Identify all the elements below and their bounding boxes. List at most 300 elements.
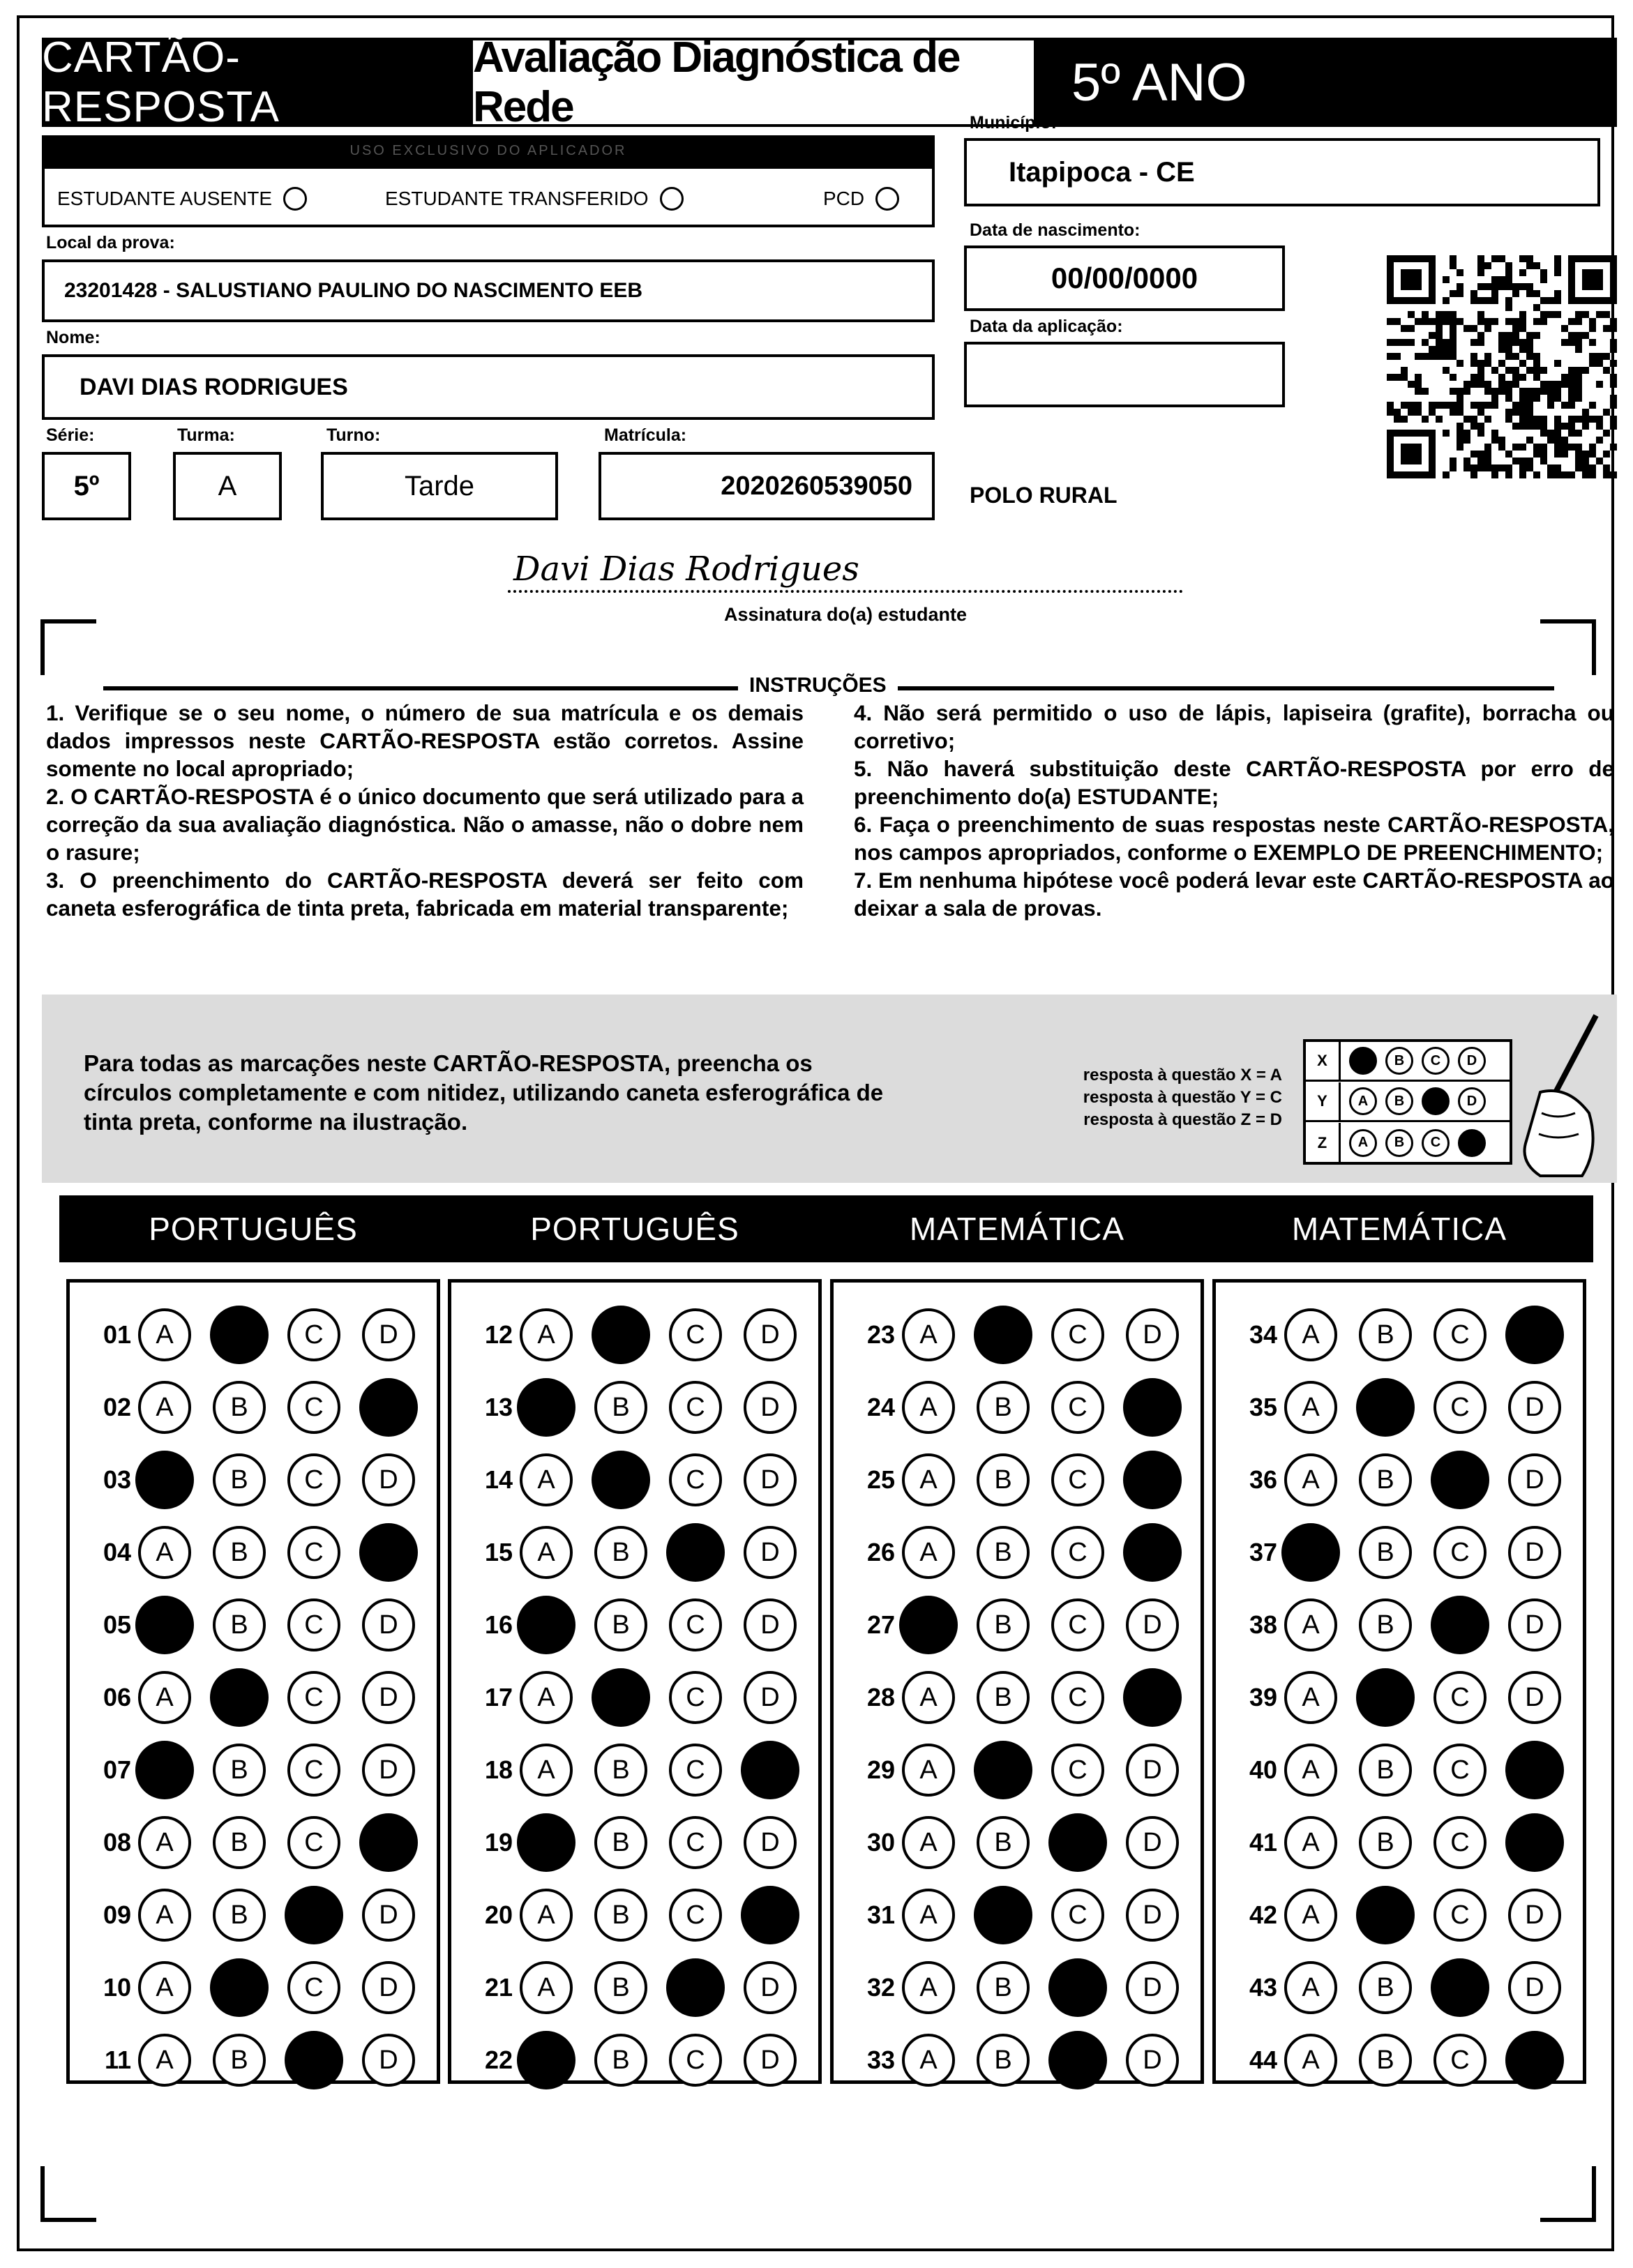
bubble-b[interactable]: B — [213, 1889, 266, 1942]
aplicacao-label: Data da aplicação: — [970, 317, 1123, 336]
question-number: 26 — [866, 1538, 895, 1566]
bubble-b[interactable]: B — [594, 1816, 647, 1869]
bubble-a[interactable]: A — [902, 1453, 955, 1506]
turno-field — [321, 452, 558, 520]
bubble-a[interactable]: A — [1284, 1308, 1337, 1361]
turma-label: Turma: — [177, 425, 235, 445]
bubble-d[interactable]: D — [1126, 1816, 1179, 1869]
bubble-a[interactable]: A — [1284, 1598, 1337, 1651]
bubble-a[interactable]: A — [138, 1526, 191, 1579]
bubble-a[interactable]: A — [520, 1671, 573, 1724]
bubble-a[interactable] — [899, 1596, 958, 1654]
bubble-d[interactable] — [359, 1523, 418, 1582]
serie-field — [42, 452, 131, 520]
bubble-b[interactable]: B — [594, 1526, 647, 1579]
bubble-d[interactable]: D — [362, 1889, 415, 1942]
question-number: 31 — [866, 1900, 895, 1929]
bubble-c[interactable] — [1048, 1958, 1107, 2017]
bubble-b[interactable]: B — [213, 1381, 266, 1434]
question-number: 06 — [103, 1683, 131, 1711]
question-row — [834, 1739, 1201, 1801]
bubble-a[interactable]: A — [520, 1961, 573, 2014]
bubble-c[interactable] — [666, 1523, 725, 1582]
bubble-c[interactable]: C — [1051, 1598, 1104, 1651]
bubble-d[interactable]: D — [744, 1381, 797, 1434]
bubble-a[interactable]: A — [1284, 1961, 1337, 2014]
bubble-b[interactable]: B — [213, 1526, 266, 1579]
bubble-c[interactable]: C — [1433, 1816, 1487, 1869]
bubble-c[interactable]: C — [1433, 1526, 1487, 1579]
bubble-d[interactable]: D — [1508, 1453, 1561, 1506]
question-row — [1216, 1884, 1583, 1946]
bubble-d[interactable]: D — [1508, 1526, 1561, 1579]
bubble-d[interactable]: D — [1508, 1381, 1561, 1434]
example-key: Z — [1306, 1123, 1341, 1163]
example-bubble-d — [1458, 1129, 1486, 1157]
question-number: 34 — [1249, 1320, 1277, 1349]
example-bubble-b: B — [1385, 1087, 1413, 1115]
question-number: 33 — [866, 2046, 895, 2074]
question-row — [451, 1521, 818, 1584]
bubble-a[interactable] — [135, 1741, 194, 1799]
question-row — [834, 1884, 1201, 1946]
example-bubble-d: D — [1458, 1047, 1486, 1075]
question-number: 02 — [103, 1393, 131, 1421]
question-number: 15 — [484, 1538, 513, 1566]
bubble-c[interactable]: C — [287, 1598, 340, 1651]
bubble-d[interactable]: D — [1126, 1961, 1179, 2014]
exam-title: Avaliação Diagnóstica de Rede — [470, 38, 1037, 127]
bubble-b[interactable]: B — [213, 1816, 266, 1869]
bubble-b[interactable]: B — [1359, 1816, 1412, 1869]
bubble-a[interactable]: A — [1284, 1744, 1337, 1797]
transferred-circle[interactable] — [660, 187, 684, 211]
bubble-d[interactable] — [359, 1813, 418, 1872]
bubble-c[interactable]: C — [1433, 1671, 1487, 1724]
question-row — [451, 1739, 818, 1801]
question-row — [70, 1956, 437, 2019]
bubble-c[interactable]: C — [669, 1453, 722, 1506]
turma-value: A — [218, 470, 237, 501]
question-number: 32 — [866, 1973, 895, 2002]
bubble-d[interactable]: D — [362, 2034, 415, 2087]
bubble-c[interactable]: C — [1433, 1889, 1487, 1942]
bubble-b[interactable]: B — [977, 1816, 1030, 1869]
bubble-d[interactable]: D — [362, 1308, 415, 1361]
bubble-a[interactable]: A — [520, 1526, 573, 1579]
bubble-d[interactable]: D — [362, 1671, 415, 1724]
bubble-b[interactable]: B — [594, 1381, 647, 1434]
question-number: 19 — [484, 1828, 513, 1857]
bubble-c[interactable]: C — [287, 1308, 340, 1361]
bubble-b[interactable]: B — [1359, 1961, 1412, 2014]
bubble-d[interactable]: D — [744, 1961, 797, 2014]
bubble-b[interactable] — [1356, 1886, 1415, 1944]
bubble-a[interactable]: A — [902, 1961, 955, 2014]
bubble-d[interactable]: D — [1126, 1744, 1179, 1797]
bubble-a[interactable] — [517, 2031, 575, 2089]
bubble-c[interactable] — [1431, 1451, 1489, 1509]
question-row — [834, 1811, 1201, 1874]
bubble-b[interactable]: B — [213, 2034, 266, 2087]
bubble-d[interactable]: D — [1508, 1889, 1561, 1942]
absent-circle[interactable] — [283, 187, 307, 211]
bubble-b[interactable]: B — [213, 1744, 266, 1797]
bubble-c[interactable]: C — [287, 1526, 340, 1579]
question-row — [1216, 1666, 1583, 1729]
question-row — [1216, 1303, 1583, 1366]
question-number: 03 — [103, 1465, 131, 1494]
bubble-b[interactable] — [210, 1306, 269, 1364]
bubble-a[interactable]: A — [1284, 1671, 1337, 1724]
question-number: 25 — [866, 1465, 895, 1494]
applicator-bar: USO EXCLUSIVO DO APLICADOR — [42, 135, 935, 166]
bubble-a[interactable]: A — [520, 1744, 573, 1797]
aplicacao-field[interactable] — [964, 342, 1285, 407]
bubble-c[interactable]: C — [669, 1308, 722, 1361]
bubble-a[interactable]: A — [902, 2034, 955, 2087]
bubble-c[interactable]: C — [669, 1381, 722, 1434]
bubble-a[interactable]: A — [902, 1381, 955, 1434]
corner-mark-top-right — [1540, 619, 1596, 675]
bubble-a[interactable]: A — [902, 1889, 955, 1942]
bubble-c[interactable] — [1048, 1813, 1107, 1872]
subject-header: PORTUGUÊS — [59, 1195, 447, 1262]
instructions-left — [46, 699, 804, 922]
nascimento-field — [964, 245, 1285, 311]
bubble-b[interactable]: B — [977, 1526, 1030, 1579]
bubble-b[interactable]: B — [1359, 1744, 1412, 1797]
bubble-a[interactable]: A — [902, 1526, 955, 1579]
bubble-c[interactable] — [1431, 1958, 1489, 2017]
question-row — [1216, 1811, 1583, 1874]
bubble-a[interactable] — [135, 1451, 194, 1509]
municipio-field — [964, 138, 1600, 206]
bubble-c[interactable]: C — [1051, 1381, 1104, 1434]
bubble-c[interactable]: C — [287, 1671, 340, 1724]
bubble-d[interactable]: D — [1508, 1671, 1561, 1724]
question-number: 05 — [103, 1610, 131, 1639]
bubble-a[interactable]: A — [138, 1889, 191, 1942]
bubble-a[interactable]: A — [520, 1889, 573, 1942]
question-row — [451, 1376, 818, 1439]
bubble-c[interactable]: C — [287, 1961, 340, 2014]
question-row — [1216, 1956, 1583, 2019]
turma-field — [173, 452, 282, 520]
card-title: CARTÃO-RESPOSTA — [42, 38, 470, 127]
matricula-label: Matrícula: — [604, 425, 687, 445]
question-row — [451, 1956, 818, 2019]
bubble-b[interactable]: B — [977, 1671, 1030, 1724]
bubble-d[interactable]: D — [744, 1598, 797, 1651]
absent-label: ESTUDANTE AUSENTE — [57, 188, 273, 209]
bubble-d[interactable]: D — [744, 1308, 797, 1361]
question-row — [834, 1376, 1201, 1439]
bubble-c[interactable]: C — [1433, 1381, 1487, 1434]
bubble-a[interactable]: A — [138, 1381, 191, 1434]
bubble-c[interactable]: C — [669, 1598, 722, 1651]
question-row — [451, 1666, 818, 1729]
pcd-circle[interactable] — [875, 187, 899, 211]
question-number: 27 — [866, 1610, 895, 1639]
question-row — [70, 1739, 437, 1801]
question-number: 36 — [1249, 1465, 1277, 1494]
subject-header: MATEMÁTICA — [1205, 1195, 1593, 1262]
instruction-4: 4. Não será permitido o uso de lápis, lapiseira (grafite), borracha ou corretivo; — [854, 700, 1614, 753]
bubble-b[interactable]: B — [1359, 2034, 1412, 2087]
bubble-a[interactable]: A — [902, 1308, 955, 1361]
bubble-b[interactable]: B — [1359, 1526, 1412, 1579]
bubble-b[interactable]: B — [594, 1889, 647, 1942]
bubble-b[interactable]: B — [977, 1961, 1030, 2014]
bubble-d[interactable] — [1505, 1306, 1564, 1364]
bubble-b[interactable]: B — [594, 2034, 647, 2087]
pcd-option[interactable] — [823, 187, 899, 211]
bubble-d[interactable]: D — [744, 1526, 797, 1579]
status-box — [42, 166, 935, 227]
bubble-c[interactable]: C — [1051, 1308, 1104, 1361]
turno-value: Tarde — [404, 470, 475, 501]
question-row — [1216, 1594, 1583, 1656]
bubble-c[interactable] — [1048, 2031, 1107, 2089]
bubble-c[interactable]: C — [669, 1889, 722, 1942]
question-number: 35 — [1249, 1393, 1277, 1421]
question-row — [1216, 1449, 1583, 1511]
bubble-a[interactable] — [135, 1596, 194, 1654]
question-row — [1216, 2029, 1583, 2092]
bubble-d[interactable] — [359, 1378, 418, 1437]
instruction-3: 3. O preenchimento do CARTÃO-RESPOSTA deverá ser feito com caneta esferográfica de tinta preta, fabricada em material transparente; — [46, 868, 804, 921]
bubble-c[interactable]: C — [669, 2034, 722, 2087]
bubble-b[interactable]: B — [213, 1598, 266, 1651]
bubble-d[interactable] — [1505, 1741, 1564, 1799]
bubble-a[interactable]: A — [138, 1671, 191, 1724]
bubble-d[interactable] — [1505, 2031, 1564, 2089]
instruction-1: 1. Verifique se o seu nome, o número de sua matrícula e os demais dados impressos neste CARTÃO-RESPOSTA estão corretos. Assine somente no local apropriado; — [46, 700, 804, 781]
bubble-c[interactable] — [666, 1958, 725, 2017]
bubble-d[interactable]: D — [1508, 1598, 1561, 1651]
bubble-c[interactable]: C — [287, 1381, 340, 1434]
bubble-a[interactable]: A — [902, 1816, 955, 1869]
bubble-c[interactable]: C — [669, 1816, 722, 1869]
answer-sheet — [17, 15, 1614, 2251]
question-row — [451, 1303, 818, 1366]
bubble-b[interactable] — [210, 1668, 269, 1727]
bubble-b[interactable]: B — [594, 1961, 647, 2014]
bubble-d[interactable] — [1123, 1523, 1182, 1582]
answer-column — [1212, 1279, 1586, 2084]
bubble-b[interactable] — [592, 1306, 650, 1364]
bubble-b[interactable] — [592, 1451, 650, 1509]
bubble-c[interactable]: C — [669, 1671, 722, 1724]
bubble-d[interactable] — [741, 1886, 799, 1944]
bubble-a[interactable]: A — [1284, 1453, 1337, 1506]
bubble-b[interactable] — [974, 1886, 1032, 1944]
bubble-b[interactable] — [210, 1958, 269, 2017]
example-bubble-a: A — [1349, 1129, 1377, 1157]
bubble-c[interactable]: C — [287, 1816, 340, 1869]
question-row — [834, 1521, 1201, 1584]
question-row — [834, 1666, 1201, 1729]
question-number: 39 — [1249, 1683, 1277, 1711]
question-number: 44 — [1249, 2046, 1277, 2074]
matricula-value: 2020260539050 — [721, 471, 912, 501]
bubble-a[interactable]: A — [902, 1671, 955, 1724]
example-bubble-a: A — [1349, 1087, 1377, 1115]
bubble-a[interactable]: A — [138, 1961, 191, 2014]
bubble-b[interactable]: B — [1359, 1308, 1412, 1361]
bubble-a[interactable]: A — [1284, 1816, 1337, 1869]
bubble-c[interactable]: C — [1051, 1889, 1104, 1942]
question-row — [70, 1303, 437, 1366]
bubble-d[interactable] — [1123, 1378, 1182, 1437]
question-number: 23 — [866, 1320, 895, 1349]
question-number: 18 — [484, 1755, 513, 1784]
question-number: 04 — [103, 1538, 131, 1566]
bubble-d[interactable]: D — [1126, 1308, 1179, 1361]
bubble-c[interactable]: C — [1051, 1671, 1104, 1724]
polo-label: POLO RURAL — [970, 483, 1117, 508]
bubble-b[interactable] — [974, 1306, 1032, 1364]
transferred-label: ESTUDANTE TRANSFERIDO — [385, 188, 649, 209]
question-row — [70, 1884, 437, 1946]
bubble-b[interactable]: B — [1359, 1453, 1412, 1506]
bubble-d[interactable]: D — [1126, 1889, 1179, 1942]
instructions-title: INSTRUÇÕES — [738, 674, 898, 697]
bubble-c[interactable]: C — [1433, 1308, 1487, 1361]
example-legend — [1045, 1064, 1282, 1131]
qr-code-icon — [1387, 255, 1617, 478]
signature-caption: Assinatura do(a) estudante — [724, 604, 968, 625]
example-bubble-b: B — [1385, 1047, 1413, 1075]
question-row — [70, 1811, 437, 1874]
bubble-c[interactable]: C — [287, 1453, 340, 1506]
question-number: 37 — [1249, 1538, 1277, 1566]
hand-pen-icon — [1498, 1008, 1603, 1183]
example-row — [1306, 1082, 1510, 1122]
bubble-c[interactable]: C — [1051, 1744, 1104, 1797]
bubble-a[interactable] — [517, 1813, 575, 1872]
bubble-b[interactable]: B — [977, 1381, 1030, 1434]
bubble-a[interactable]: A — [520, 1308, 573, 1361]
bubble-a[interactable]: A — [902, 1744, 955, 1797]
example-bubble-a — [1349, 1047, 1377, 1075]
nascimento-label: Data de nascimento: — [970, 220, 1141, 240]
question-row — [451, 1884, 818, 1946]
bubble-b[interactable] — [592, 1668, 650, 1727]
bubble-a[interactable]: A — [1284, 1381, 1337, 1434]
question-number: 41 — [1249, 1828, 1277, 1857]
question-number: 12 — [484, 1320, 513, 1349]
pcd-label: PCD — [823, 188, 865, 209]
bubble-d[interactable]: D — [362, 1961, 415, 2014]
bubble-a[interactable]: A — [1284, 1889, 1337, 1942]
question-number: 17 — [484, 1683, 513, 1711]
bubble-c[interactable] — [1431, 1596, 1489, 1654]
bubble-a[interactable] — [517, 1378, 575, 1437]
bubble-c[interactable]: C — [1433, 2034, 1487, 2087]
bubble-d[interactable]: D — [744, 2034, 797, 2087]
bubble-c[interactable]: C — [1051, 1453, 1104, 1506]
example-bubble-d: D — [1458, 1087, 1486, 1115]
bubble-c[interactable]: C — [1433, 1744, 1487, 1797]
bubble-b[interactable]: B — [977, 2034, 1030, 2087]
turno-label: Turno: — [326, 425, 381, 445]
answer-column — [830, 1279, 1204, 2084]
absent-option[interactable] — [57, 187, 307, 211]
bubble-c[interactable] — [285, 2031, 343, 2089]
question-row — [834, 2029, 1201, 2092]
bubble-b[interactable] — [1356, 1668, 1415, 1727]
bubble-b[interactable]: B — [594, 1744, 647, 1797]
question-number: 24 — [866, 1393, 895, 1421]
bubble-c[interactable]: C — [1051, 1526, 1104, 1579]
question-row — [1216, 1521, 1583, 1584]
bubble-d[interactable]: D — [744, 1671, 797, 1724]
bubble-d[interactable] — [741, 1741, 799, 1799]
bubble-d[interactable]: D — [1126, 1598, 1179, 1651]
question-number: 08 — [103, 1828, 131, 1857]
instruction-5: 5. Não haverá substituição deste CARTÃO-RESPOSTA por erro de preenchimento do(a) ESTUDANTE; — [854, 756, 1614, 809]
bubble-a[interactable]: A — [138, 1816, 191, 1869]
bubble-c[interactable] — [285, 1886, 343, 1944]
bubble-a[interactable]: A — [520, 1453, 573, 1506]
example-bubble-c: C — [1422, 1047, 1450, 1075]
question-number: 21 — [484, 1973, 513, 2002]
bubble-b[interactable]: B — [977, 1453, 1030, 1506]
bubble-b[interactable] — [1356, 1378, 1415, 1437]
local-value: 23201428 - SALUSTIANO PAULINO DO NASCIMENTO EEB — [64, 279, 643, 302]
question-number: 14 — [484, 1465, 513, 1494]
question-number: 38 — [1249, 1610, 1277, 1639]
bubble-a[interactable] — [517, 1596, 575, 1654]
bubble-d[interactable]: D — [744, 1453, 797, 1506]
question-number: 13 — [484, 1393, 513, 1421]
bubble-a[interactable]: A — [138, 1308, 191, 1361]
bubble-b[interactable]: B — [213, 1453, 266, 1506]
question-row — [834, 1303, 1201, 1366]
example-legend-x: resposta à questão X = A — [1083, 1066, 1282, 1084]
question-row — [70, 1594, 437, 1656]
bubble-d[interactable] — [1123, 1668, 1182, 1727]
corner-mark-bottom-left — [40, 2166, 96, 2222]
bubble-d[interactable]: D — [1126, 2034, 1179, 2087]
bubble-c[interactable]: C — [669, 1744, 722, 1797]
example-row — [1306, 1042, 1510, 1082]
bubble-d[interactable] — [1123, 1451, 1182, 1509]
question-number: 22 — [484, 2046, 513, 2074]
bubble-b[interactable]: B — [594, 1598, 647, 1651]
example-key: X — [1306, 1042, 1341, 1080]
bubble-c[interactable]: C — [287, 1744, 340, 1797]
bubble-b[interactable]: B — [1359, 1598, 1412, 1651]
bubble-a[interactable]: A — [1284, 2034, 1337, 2087]
bubble-a[interactable] — [1281, 1523, 1340, 1582]
bubble-b[interactable] — [974, 1741, 1032, 1799]
question-row — [70, 1449, 437, 1511]
bubble-d[interactable]: D — [362, 1453, 415, 1506]
example-bubble-c — [1422, 1087, 1450, 1115]
bubble-d[interactable] — [1505, 1813, 1564, 1872]
question-number: 30 — [866, 1828, 895, 1857]
bubble-d[interactable]: D — [1508, 1961, 1561, 2014]
bubble-b[interactable]: B — [977, 1598, 1030, 1651]
bubble-d[interactable]: D — [744, 1816, 797, 1869]
transferred-option[interactable] — [385, 187, 684, 211]
bubble-a[interactable]: A — [138, 2034, 191, 2087]
bubble-d[interactable]: D — [362, 1744, 415, 1797]
bubble-d[interactable]: D — [362, 1598, 415, 1651]
